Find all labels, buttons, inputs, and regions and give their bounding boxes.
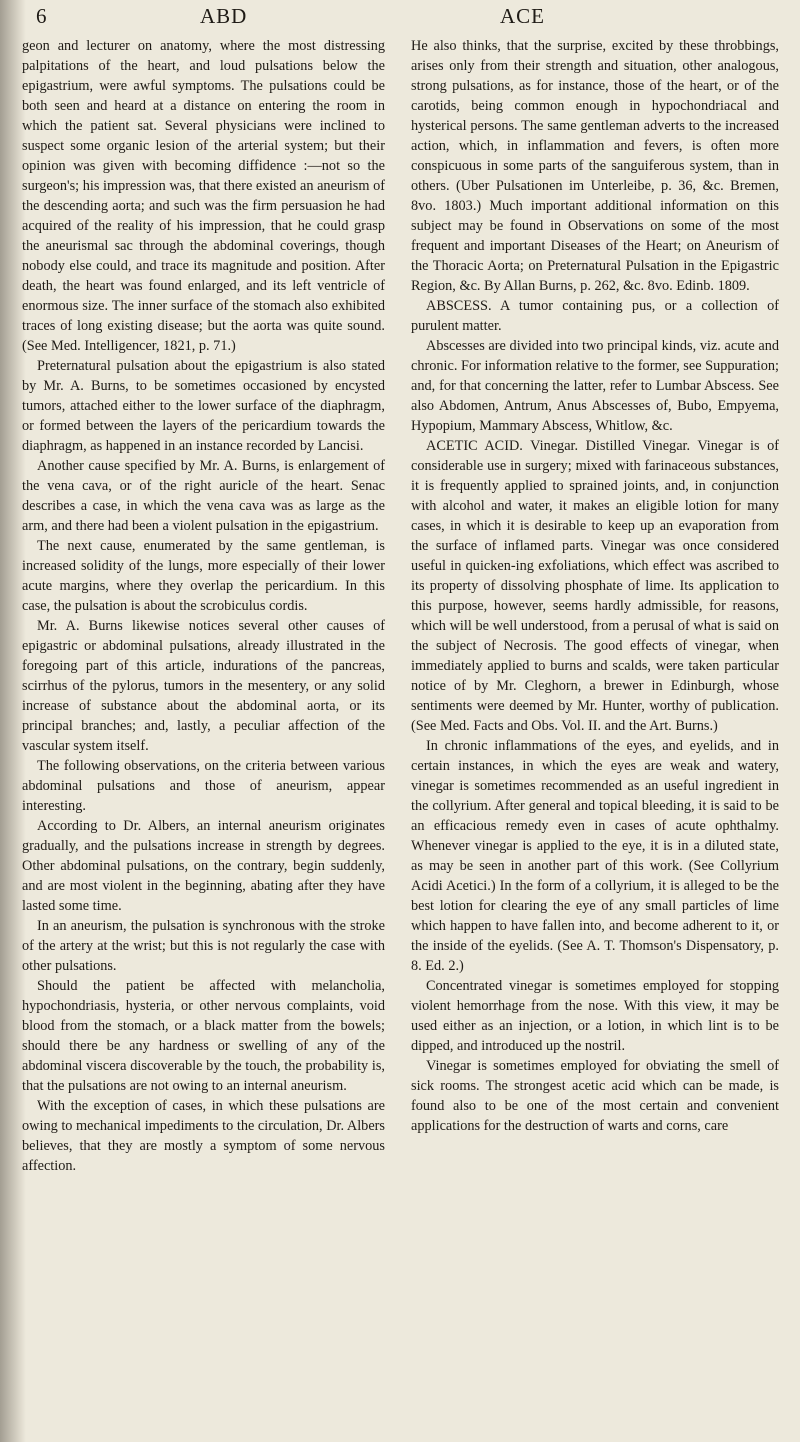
paragraph: Preternatural pulsation about the epigastrium is also stated by Mr. A. Burns, to be sometimes occasioned by encysted tumors, attached either to the lower surface of the diaphragm, or formed between the layers of the pericardium towards the diaphragm, as happened in an instance recorded by Lancisi. (22, 358, 385, 454)
paragraph: Should the patient be affected with melancholia, hypochondriasis, hysteria, or other nervous complaints, void blood from the stomach, or a black matter from the bowels; should there be any hardness or swelling of any of the abdominal viscera discoverable by the touch, the probability is, that the pulsations are not owing to an internal aneurism. (22, 978, 385, 1094)
header-left-title: ABD (200, 4, 248, 28)
page-number: 6 (36, 4, 48, 28)
paragraph: geon and lecturer on anatomy, where the most distressing palpitations of the heart, and loud pulsations below the epigastrium, were awful symptoms. The pulsations could be both seen and heard at a distance on entering the room in which the patient sat. Several physicians were inclined to suspect some organic lesion of the arterial system; but their opinion was given with becoming diffidence :—not so the surgeon's; his impression was, that there existed an aneurism of the descending aorta; and such was the firm persuasion he had acquired of the reality of his impression, that he could grasp the aneurismal sac through the abdominal coverings, though nobody else could, and trace its magnitude and position. After death, the heart was found enlarged, and its left ventricle of enormous size. The inner surface of the stomach also exhibited traces of long existing disease; but the aorta was quite sound. (See Med. Intelligencer, 1821, p. 71.) (22, 38, 385, 354)
paragraph: Another cause specified by Mr. A. Burns, is enlargement of the vena cava, or of the right auricle of the heart. Senac describes a case, in which the vena cava was as large as the arm, and there had been a violent pulsation in the epigastrium. (22, 458, 385, 534)
paragraph: Vinegar is sometimes employed for obviating the smell of sick rooms. The strongest acetic acid which can be made, is found also to be one of the most certain and convenient applications for the destruction of warts and corns, care (411, 1058, 779, 1134)
entry-abscess: ABSCESS. A tumor containing pus, or a collection of purulent matter. (411, 298, 779, 334)
header-right-title: ACE (500, 4, 545, 28)
paragraph: The following observations, on the criteria between various abdominal pulsations and those of aneurism, appear interesting. (22, 758, 385, 814)
paragraph: According to Dr. Albers, an internal aneurism originates gradually, and the pulsations increase in strength by degrees. Other abdominal pulsations, on the contrary, begin suddenly, and are most violent in the beginning, abating after they have lasted some time. (22, 818, 385, 914)
paragraph: In an aneurism, the pulsation is synchronous with the stroke of the artery at the wrist; but this is not regularly the case with other pulsations. (22, 918, 385, 974)
paragraph: Concentrated vinegar is sometimes employed for stopping violent hemorrhage from the nose. With this view, it may be used either as an injection, or a lotion, in which lint is to be dipped, and introduced up the nostril. (411, 978, 779, 1054)
running-header (30, 4, 780, 34)
entry-acetic-acid: ACETIC ACID. Vinegar. Distilled Vinegar. Vinegar is of considerable use in surgery; mixed with farinaceous substances, it is frequently applied to sprained joints, and, in conjunction with alcohol and water, it makes an eligible lotion for many cases, in which it is desirable to keep up an evaporation from the surface of inflamed parts. Vinegar was once considered useful in quicken-ing exfoliations, which effect was ascribed to its property of dissolving phosphate of lime. Its application to this purpose, however, seems hardly admissible, for reasons, which will be well understood, from a perusal of what is said on the subject of Necrosis. The good effects of vinegar, when immediately applied to burns and scalds, were taken particular notice of by Mr. Cleghorn, a brewer in Edinburgh, whose sentiments were deemed by Mr. Hunter, worthy of publication. (See Med. Facts and Obs. Vol. II. and the Art. Burns.) (411, 438, 779, 734)
paragraph: Abscesses are divided into two principal kinds, viz. acute and chronic. For information relative to the former, see Suppuration; and, for that concerning the latter, refer to Lumbar Abscess. See also Abdomen, Antrum, Anus Abscesses of, Bubo, Empyema, Hypopium, Mammary Abscess, Whitlow, &c. (411, 338, 779, 434)
paragraph: In chronic inflammations of the eyes, and eyelids, and in certain instances, in which the eyes are weak and watery, vinegar is sometimes recommended as an useful ingredient in the collyrium. After general and topical bleeding, it is said to be an efficacious remedy even in cases of acute ophthalmy. Whenever vinegar is applied to the eye, it is in a diluted state, as may be seen in another part of this work. (See Collyrium Acidi Acetici.) In the form of a collyrium, it is alleged to be the best lotion for clearing the eye of any small particles of lime which happen to have fallen into, and become adherent to it, or the inside of the eyelids. (See A. T. Thomson's Dispensatory, p. 8. Ed. 2.) (411, 738, 779, 974)
paragraph: With the exception of cases, in which these pulsations are owing to mechanical impediments to the circulation, Dr. Albers believes, that they are mostly a symptom of some nervous affection. (22, 1098, 385, 1174)
left-column (22, 36, 385, 1176)
paragraph: Mr. A. Burns likewise notices several other causes of epigastric or abdominal pulsations, already illustrated in the foregoing part of this article, indurations of the pancreas, scirrhus of the pylorus, tumors in the mesentery, or any solid increase of substance about the abdominal aorta, or its principal branches; and, lastly, a peculiar affection of the vascular system itself. (22, 618, 385, 754)
right-column (411, 36, 779, 1136)
paragraph: He also thinks, that the surprise, excited by these throbbings, arises only from their strength and situation, other analogous, strong pulsations, as for instance, those of the heart, or of the carotids, being common enough in hypochondriacal and hysterical persons. The same gentleman adverts to the increased action, which, in inflammation and fevers, is often more conspicuous in some parts of the sanguiferous system, than in others. (Uber Pulsationen im Unterleibe, p. 36, &c. Bremen, 8vo. 1803.) Much important additional information on this subject may be found in Observations on some of the most frequent and important Diseases of the Heart; on Aneurism of the Thoracic Aorta; on Preternatural Pulsation in the Epigastric Region, &c. By Allan Burns, p. 262, &c. 8vo. Edinb. 1809. (411, 38, 779, 294)
paragraph: The next cause, enumerated by the same gentleman, is increased solidity of the lungs, more especially of their lower acute margins, where they overlap the pericardium. In this case, the pulsation is about the scrobiculus cordis. (22, 538, 385, 614)
